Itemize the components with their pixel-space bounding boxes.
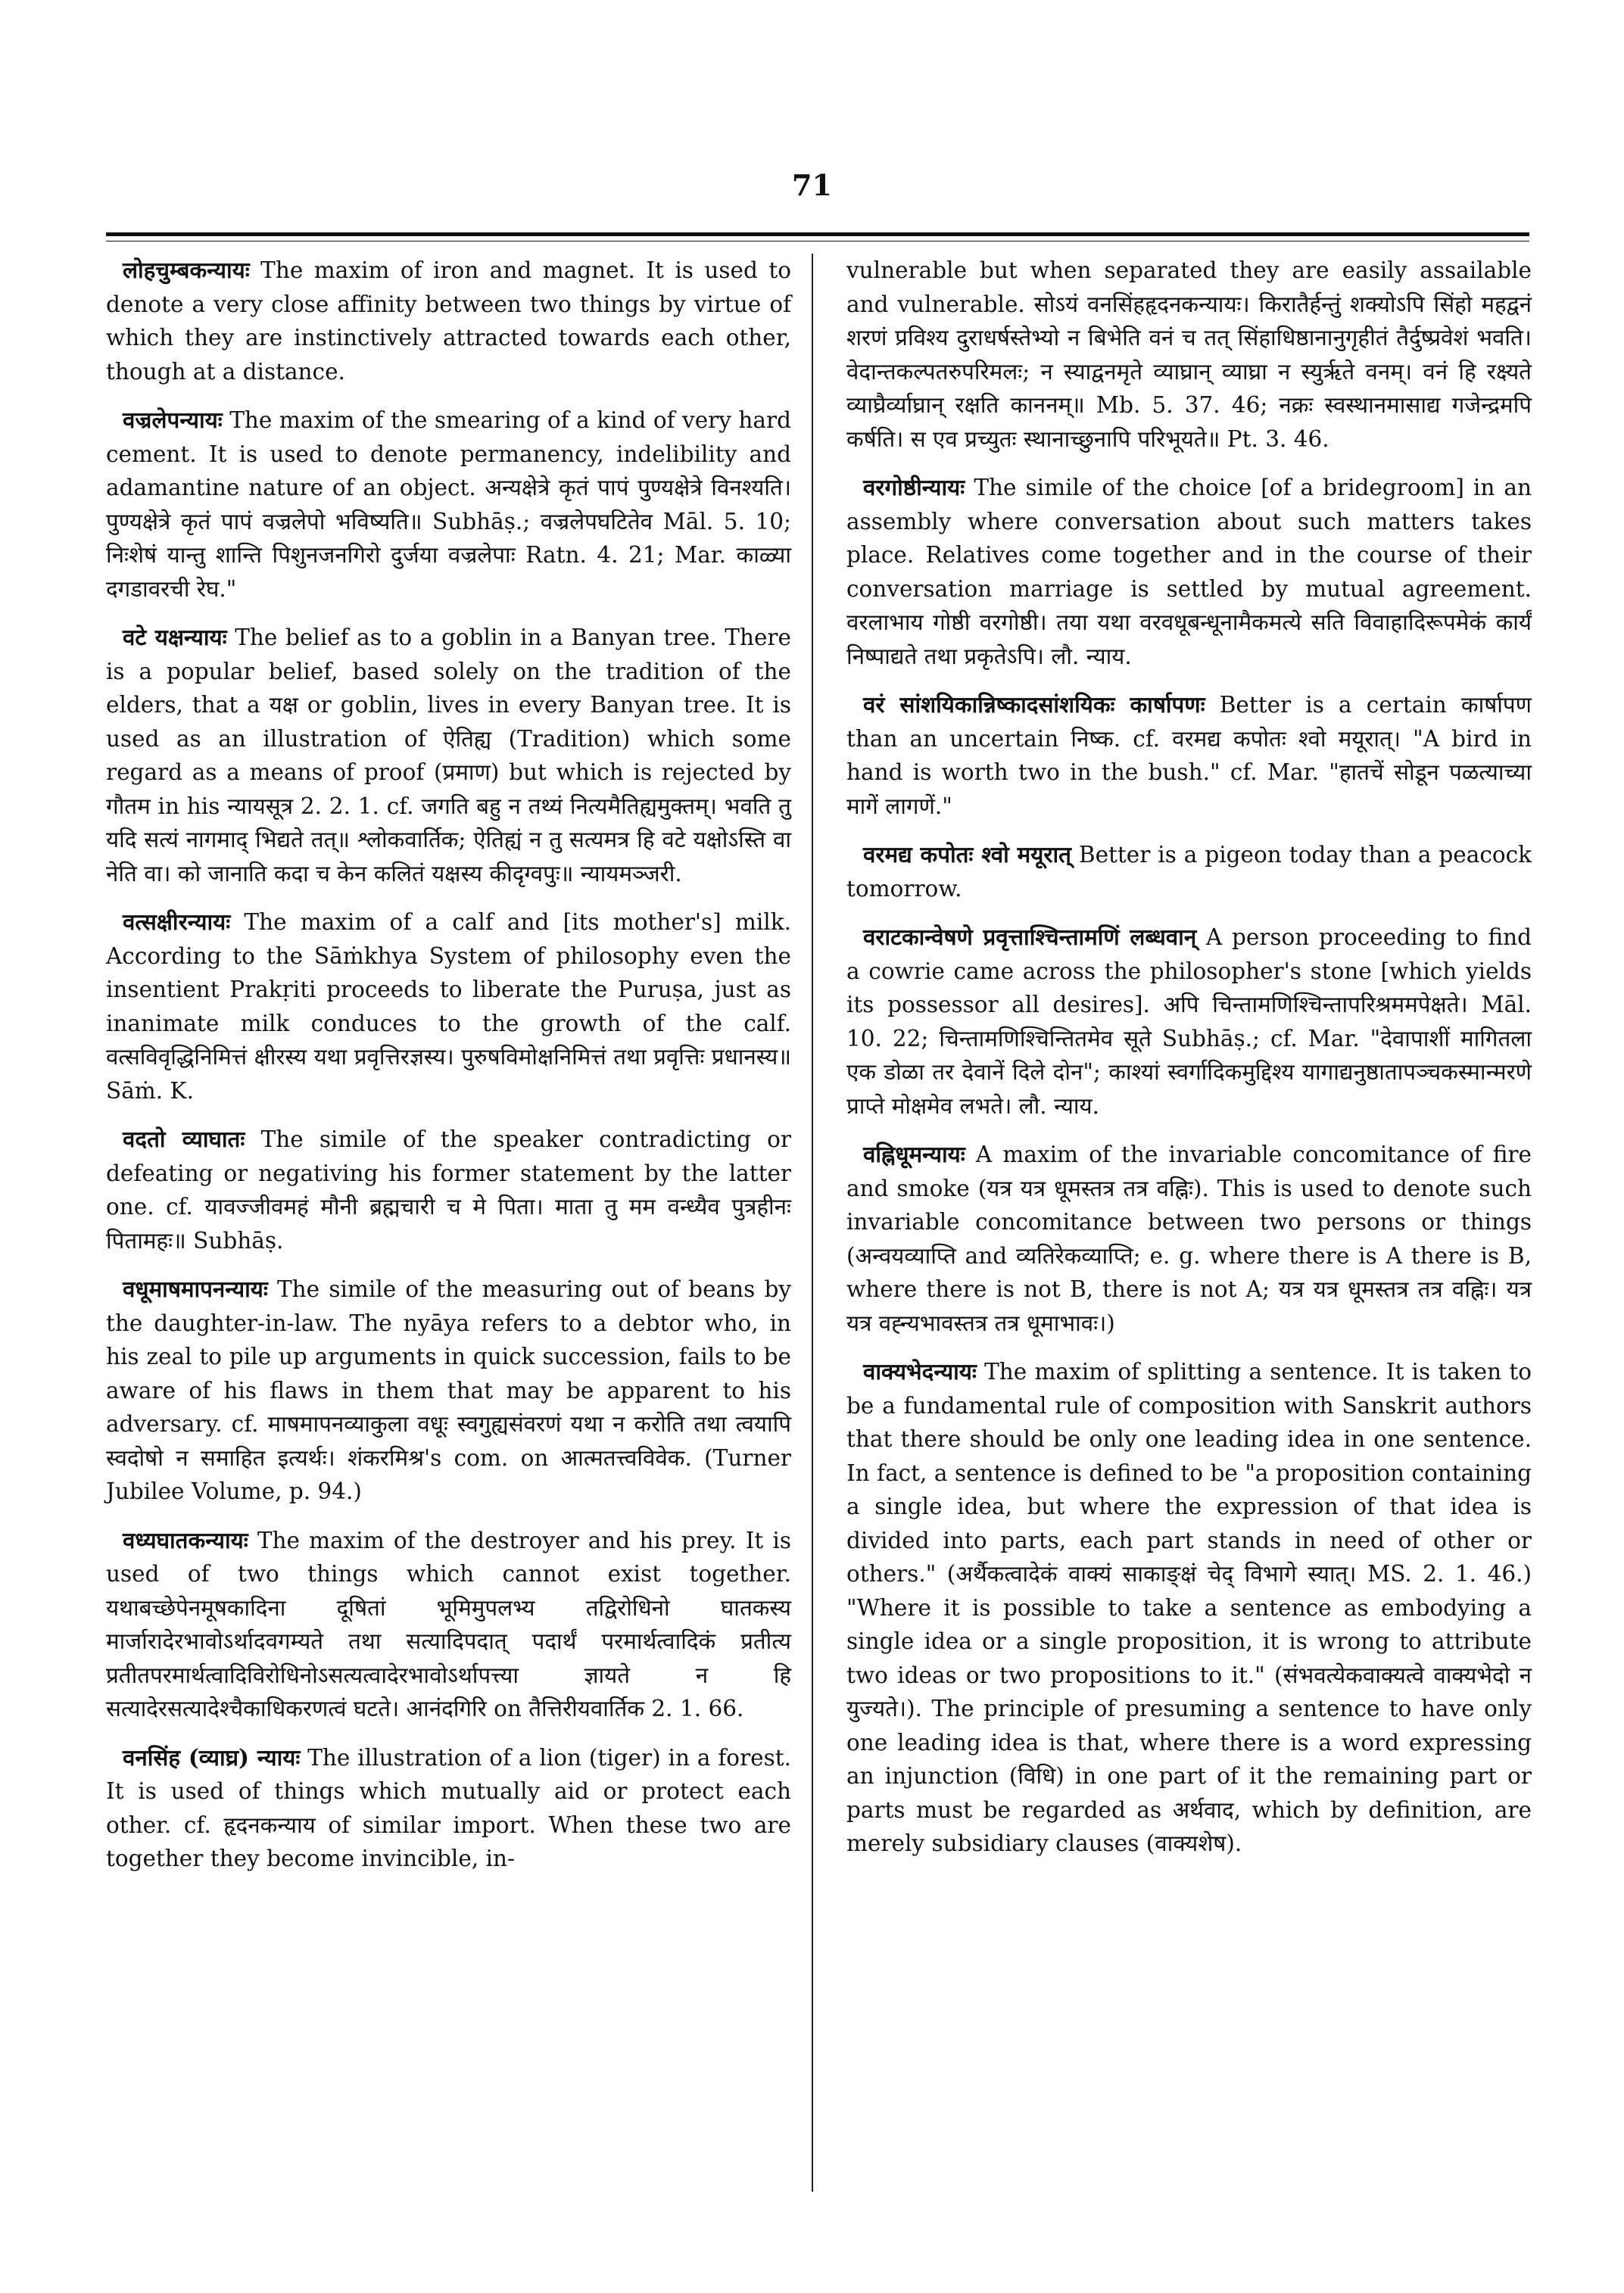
entry-lohachumbaka	[106, 254, 791, 388]
headword: वधूमाषमापनन्यायः	[123, 1276, 268, 1302]
entry-vajralepa	[106, 403, 791, 606]
entry-vadato-vyaghata	[106, 1123, 791, 1257]
headword: वराटकान्वेषणे प्रवृत्ताश्चिन्तामणिं लब्धवान्	[863, 924, 1197, 950]
entry-varamadya-kapota	[846, 838, 1532, 905]
entry-varagoshthi	[846, 471, 1532, 673]
entry-text: vulnerable but when separated they are easily assailable and vulnerable. सोऽयं वनसिंहहृदनकन्यायः। किरातैर्हन्तुं शक्योऽपि सिंहो महद्वनं शरणं प्रविश्य दुराधर्षस्तेभ्यो न बिभेति वनं च तत् सिंहाधिष्ठानानुगृहीतं तैर्दुष्प्रवेशं भवति। वेदान्तकल्पतरुपरिमलः; न स्याद्वनमृते व्याघ्रान् व्याघ्रा न स्युर्ऋते वनम्। वनं हि रक्ष्यते व्याघ्रैर्व्याघ्रान् रक्षति काननम्॥ Mb. 5. 37. 46; नक्रः स्वस्थानमासाद्य गजेन्द्रमपि कर्षति। स एव प्रच्युतः स्थानाच्छुनापि परिभूयते॥ Pt. 3. 46.	[846, 257, 1532, 452]
headword: वध्यघातकन्यायः	[123, 1526, 248, 1553]
entry-vahnidhuma	[846, 1138, 1532, 1340]
headword: वदतो व्याघातः	[123, 1126, 245, 1152]
entry-text: Better is a certain कार्षापण than an uncertain निष्क. cf. वरमद्य कपोतः श्वो मयूरात्। "A bird in hand is worth two in the bush." cf. Mar. "हातचें सोडून पळत्याच्या मागें लागणें."	[846, 692, 1532, 819]
headword: वनसिंह (व्याघ्र) न्यायः	[123, 1743, 301, 1771]
entry-text: The maxim of the destroyer and his prey. It is used of two things which cannot exist together. यथाबच्छेपेनमूषकादिना दूषितां भूमिमुपलभ्य तद्विरोधिनो घातकस्य मार्जारादेरभावोऽर्थादवगम्यते तथा सत्यादिपदात् पदार्थं परमार्थत्वादिकं प्रतीत्य प्रतीतपरमार्थत्वादिविरोधिनोऽसत्यत्वादेरभावोऽर्थापत्त्या ज्ञायते न हि सत्यादेरसत्यादेश्चैकाधिकरणत्वं घटते। आनंदगिरि on तैत्तिरीयवार्तिक 2. 1. 66.	[106, 1527, 791, 1721]
entry-vadhyaghataka	[106, 1524, 791, 1726]
entry-text: The illustration of a lion (tiger) in a forest. It is used of things which mutually aid or protect each other. cf. हृदनकन्याय of similar import. When these two are together they become invincible, in-	[106, 1744, 791, 1871]
entry-vanasimha-continued	[846, 254, 1532, 456]
entry-text: The belief as to a goblin in a Banyan tree. There is a popular belief, based solely on the tradition of the elders, that a यक्ष or goblin, lives in every Banyan tree. It is used as an illustration of ऐतिह्य (Tradition) which some regard as a means of proof (प्रमाण) but which is rejected by गौतम in his न्यायसूत्र 2. 2. 1. cf. जगति बहु न तथ्यं नित्यमैतिह्यमुक्तम्। भवति तु यदि सत्यं नागमाद् भिद्यते तत्॥ श्लोकवार्तिक; ऐतिह्यं न तु सत्यमत्र हि वटे यक्षोऽस्ति वा नेति वा। को जानाति कदा च केन कलितं यक्षस्य कीदृग्वपुः॥ न्यायमञ्जरी.	[106, 625, 791, 886]
headword: वज्रलेपन्यायः	[123, 407, 223, 433]
entry-text: The maxim of iron and magnet. It is used to denote a very close affinity between two things by virtue of which they are instinctively attracted towards each other, though at a distance.	[106, 257, 791, 385]
header-rule	[106, 232, 1529, 241]
headword: वाक्यभेदन्यायः	[863, 1358, 977, 1385]
entry-vatsakshira	[106, 905, 791, 1108]
headword: वरगोष्ठीन्यायः	[863, 474, 965, 500]
headword: वरं सांशयिकान्निष्कादसांशयिकः कार्षापणः	[863, 691, 1205, 718]
headword: वत्सक्षीरन्यायः	[123, 908, 231, 935]
headword: लोहचुम्बकन्यायः	[123, 257, 250, 283]
entry-text: The simile of the measuring out of beans by the daughter-in-law. The nyāya refers to a debtor who, in his zeal to pile up arguments in quick succession, fails to be aware of his flaws in them that may be apparent to his adversary. cf. माषमापनव्याकुला वधूः स्वगुह्यसंवरणं यथा न करोति तथा त्वयापि स्वदोषो न समाहित इत्यर्थः। शंकरमिश्र's com. on आत्मतत्त्वविवेक. (Turner Jubilee Volume, p. 94.)	[106, 1276, 791, 1504]
entry-varam-samshayikat	[846, 688, 1532, 823]
entry-vadhumasha	[106, 1273, 791, 1509]
page-number: 71	[792, 168, 832, 202]
headword: वटे यक्षन्यायः	[123, 624, 227, 650]
entry-text: The maxim of the smearing of a kind of very hard cement. It is used to denote permanency, indelibility and adamantine nature of an object. अन्यक्षेत्रे कृतं पापं पुण्यक्षेत्रे विनश्यति। पुण्यक्षेत्रे कृतं पापं वज्रलेपो भविष्यति॥ Subhāṣ.; वज्रलेपघटितेव Māl. 5. 10; निःशेषं यान्तु शान्ति पिशुनजनगिरो दुर्जया वज्रलेपाः Ratn. 4. 21; Mar. काळ्या दगडावरची रेघ."	[106, 407, 791, 602]
entry-text: The maxim of splitting a sentence. It is taken to be a fundamental rule of composition with Sanskrit authors that there should be only one leading idea in one sentence. In fact, a sentence is defined to be "a proposition containing a single idea, but where the expression of that idea is divided into parts, each part stands in need of other or others." (अर्थैकत्वादेकं वाक्यं साकाङ्क्षं चेद् विभागे स्यात्। MS. 2. 1. 46.) "Where it is possible to take a sentence as embodying a single idea or a single proposition, it is wrong to attribute two ideas or two propositions to it." (संभवत्येकवाक्यत्वे वाक्यभेदो न युज्यते।). The principle of presuming a sentence to have only one leading idea is that, where there is a word expressing an injunction (विधि) in one part of it the remaining part or parts must be regarded as अर्थवाद, which by definition, are merely subsidiary clauses (वाक्यशेष).	[846, 1359, 1532, 1856]
right-column	[846, 254, 1532, 1876]
entry-text: A maxim of the invariable concomitance of fire and smoke (यत्र यत्र धूमस्तत्र तत्र वह्निः). This is used to denote such invariable concomitance between two persons or things (अन्वयव्याप्ति and व्यतिरेकव्याप्ति; e. g. where there is A there is B, where there is not B, there is not A; यत्र यत्र धूमस्तत्र तत्र वह्निः। यत्र यत्र वह्न्यभावस्तत्र तत्र धूमाभावः।)	[846, 1142, 1532, 1336]
entry-vanasimha	[106, 1741, 791, 1876]
headword: वरमद्य कपोतः श्वो मयूरात्	[863, 841, 1071, 868]
entry-vate-yaksha	[106, 621, 791, 890]
entry-text: A person proceeding to find a cowrie came across the philosopher's stone [which yields its possessor all desires]. अपि चिन्तामणिश्चिन्तापरिश्रममपेक्षते। Māl. 10. 22; चिन्तामणिश्चिन्तितमेव सूते Subhāṣ.; cf. Mar. "देवापाशीं मागितला एक डोळा तर देवानें दिले दोन"; काश्यां स्वर्गादिकमुद्दिश्य यागाद्यनुष्ठातापञ्चकस्मान्मरणे प्राप्ते मोक्षमेव लभते। लौ. न्याय.	[846, 924, 1532, 1119]
entry-text: The maxim of a calf and [its mother's] milk. According to the Sāṁkhya System of philosophy even the insentient Prakṛiti proceeds to liberate the Puruṣa, just as inanimate milk conduces to the growth of the calf. वत्सविवृद्धिनिमित्तं क्षीरस्य यथा प्रवृत्तिरज्ञस्य। पुरुषविमोक्षनिमित्तं तथा प्रवृत्तिः प्रधानस्य॥ Sāṁ. K.	[106, 909, 791, 1104]
column-divider	[812, 254, 813, 2192]
entry-varatakanveshane	[846, 921, 1532, 1123]
entry-text: The simile of the choice [of a bridegroom] in an assembly where conversation about such matters takes place. Relatives come together and in the course of their conversation marriage is settled by mutual agreement. वरलाभाय गोष्ठी वरगोष्ठी। तया यथा वरवधूबन्धूनामैकमत्ये सति विवाहादिरूपमेकं कार्यं निष्पाद्यते तथा प्रकृतेऽपि। लौ. न्याय.	[846, 475, 1532, 669]
entry-text: Better is a pigeon today than a peacock tomorrow.	[846, 842, 1532, 902]
entry-vakyabheda	[846, 1355, 1532, 1861]
entry-text: The simile of the speaker contradicting or defeating or negativing his former statement by the latter one. cf. यावज्जीवमहं मौनी ब्रह्मचारी च मे पिता। माता तु मम वन्ध्यैव पुत्रहीनः पितामहः॥ Subhāṣ.	[106, 1126, 791, 1254]
headword: वह्निधूमन्यायः	[863, 1141, 965, 1167]
left-column	[106, 254, 791, 1891]
